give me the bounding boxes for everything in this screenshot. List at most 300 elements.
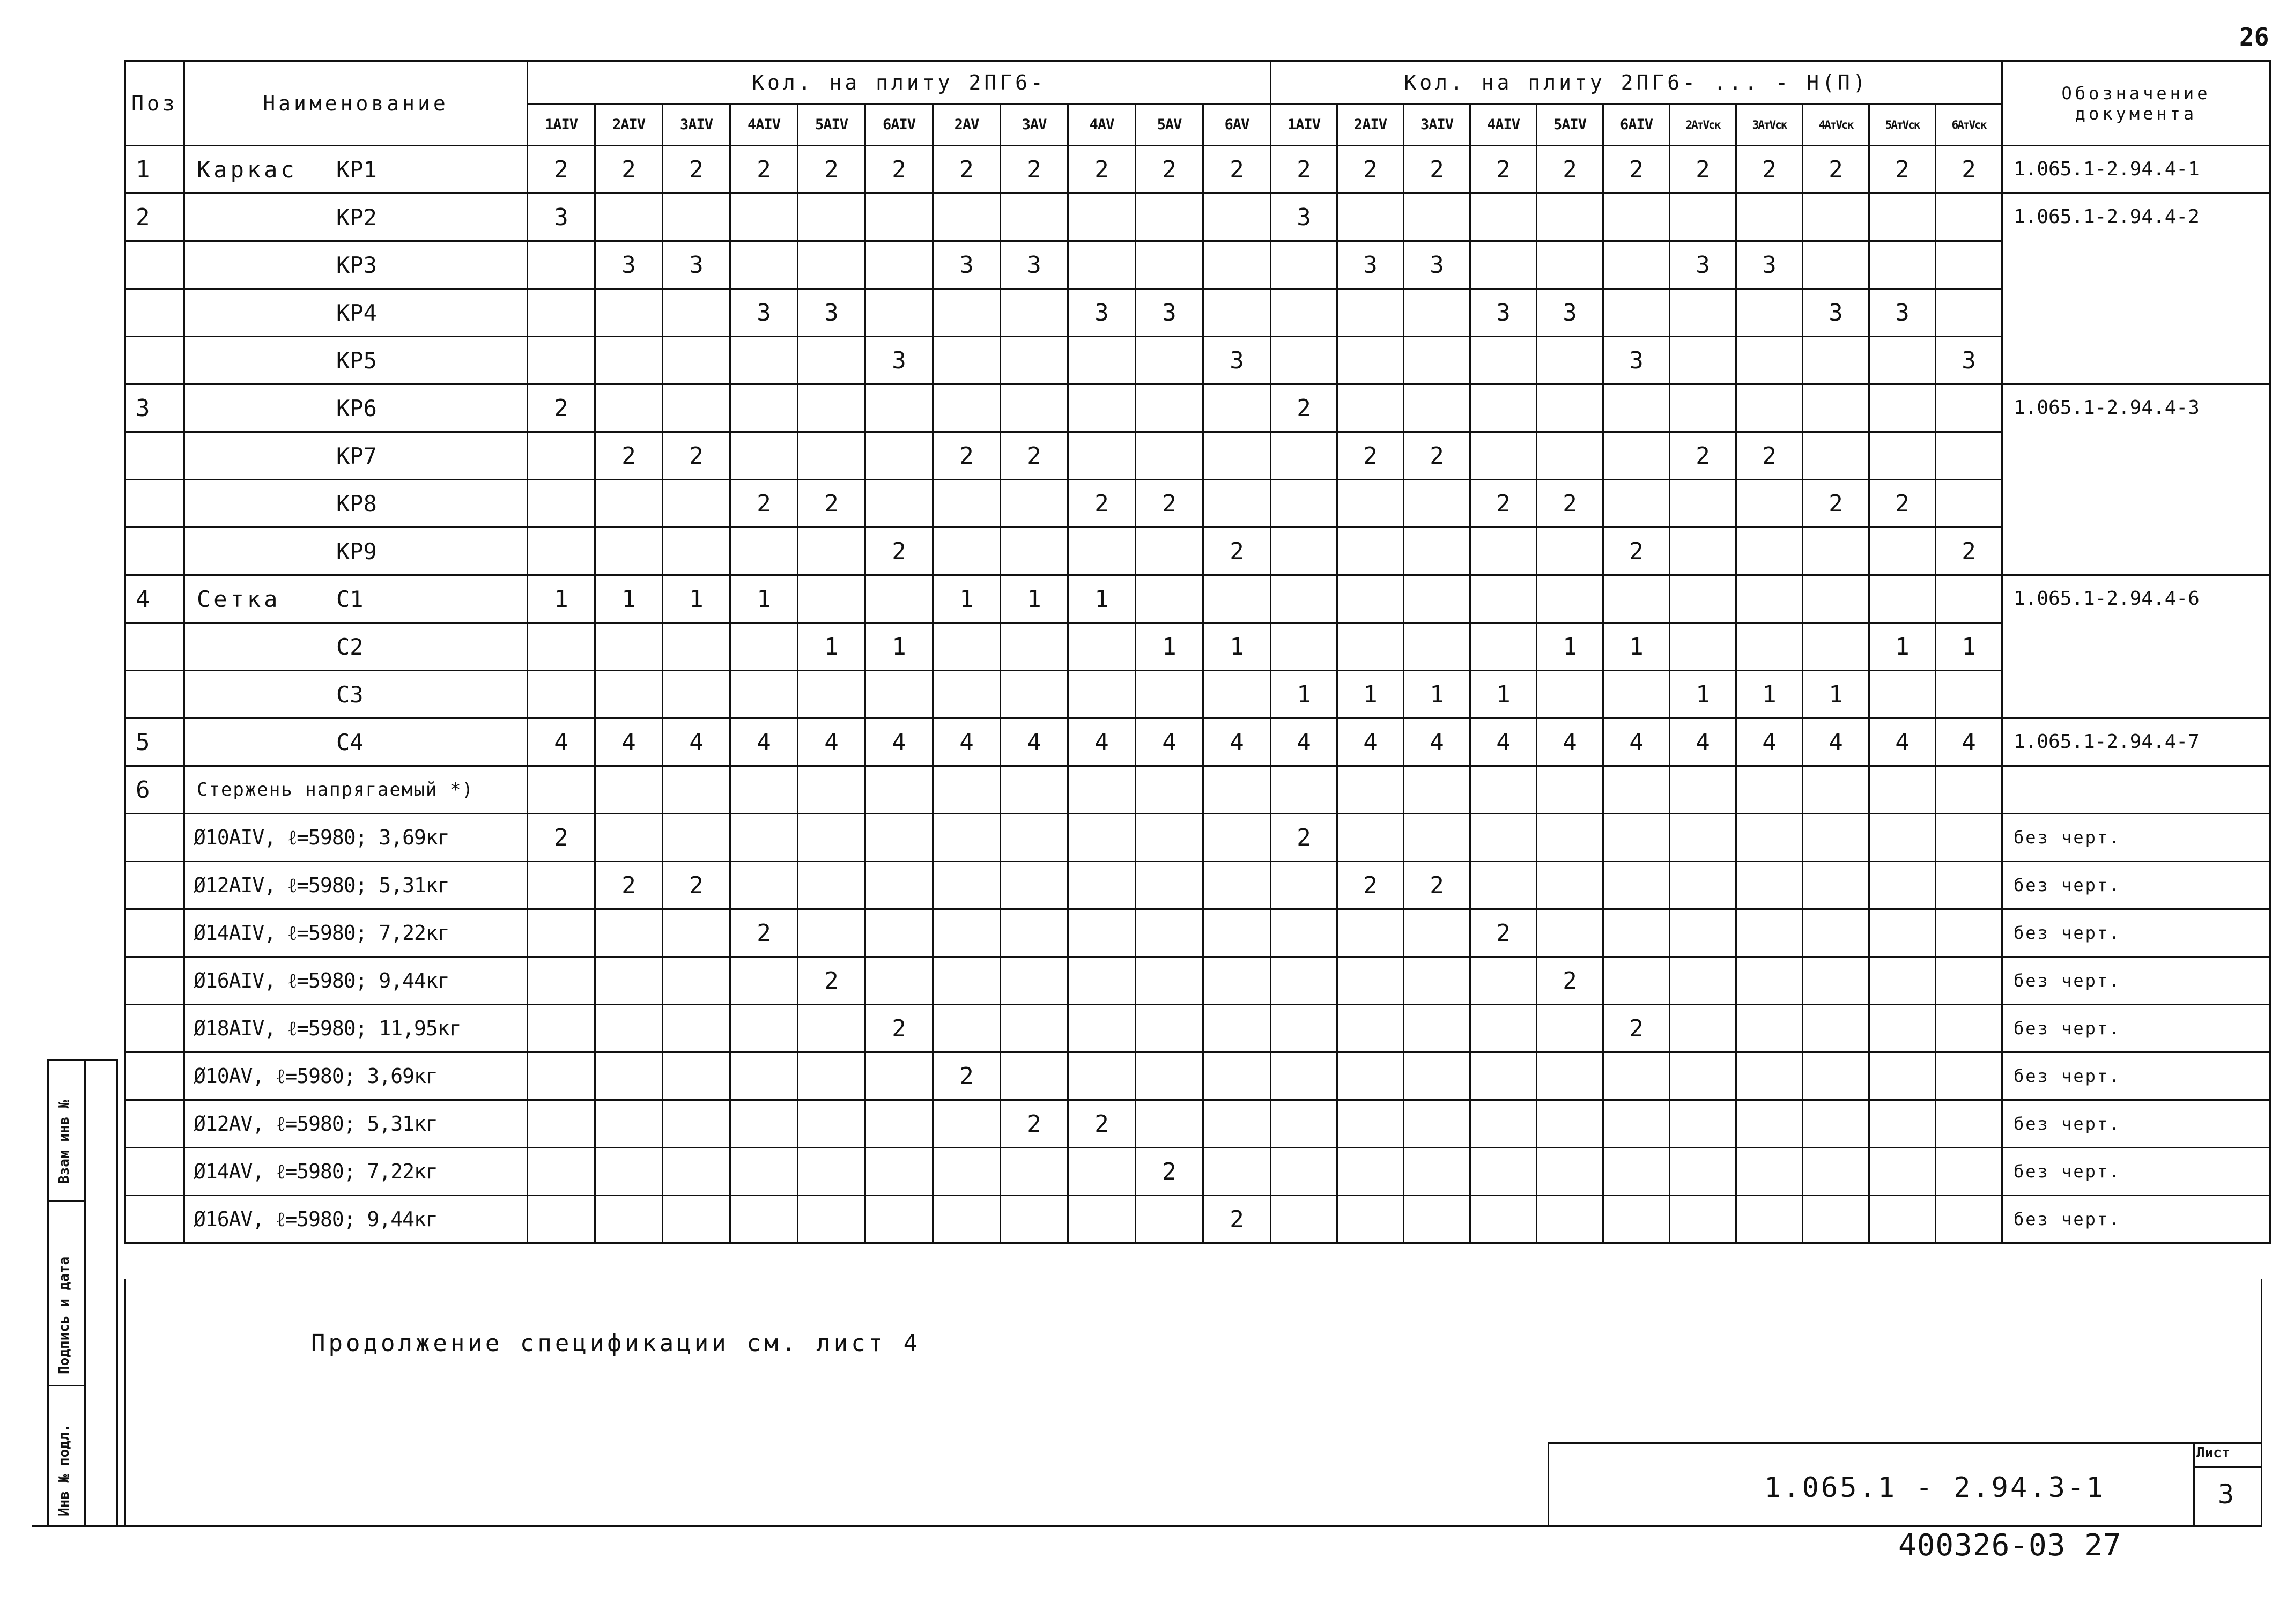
row-name-mark: КР8 (336, 490, 377, 517)
qty-cell (1670, 289, 1736, 337)
qty-cell (730, 623, 798, 671)
qty-cell (1670, 623, 1736, 671)
qty-cell (1068, 1052, 1136, 1100)
row-name-mark: КР7 (336, 442, 377, 469)
qty-cell (1537, 575, 1603, 623)
qty-cell (865, 432, 933, 480)
qty-cell: 3 (730, 289, 798, 337)
qty-cell (1803, 432, 1869, 480)
continuation-note: Продолжение спецификации см. лист 4 (311, 1330, 921, 1357)
table-row (125, 671, 2270, 718)
row-name: Ø16AIV, ℓ=5980; 9,44кг (184, 957, 528, 1005)
qty-cell: 3 (1670, 241, 1736, 289)
qty-cell (798, 575, 865, 623)
qty-cell (1068, 1148, 1136, 1196)
table-row (125, 623, 2270, 671)
sheet-number: 3 (2218, 1479, 2234, 1510)
qty-cell (1470, 575, 1537, 623)
qty-cell (1803, 1052, 1869, 1100)
qty-cell (528, 957, 595, 1005)
qty-cell (1271, 241, 1337, 289)
qty-cell (1337, 337, 1404, 384)
qty-cell (798, 241, 865, 289)
table-row (125, 718, 2270, 766)
qty-cell (1603, 241, 1670, 289)
qty-cell: 2 (1803, 480, 1869, 528)
qty-cell (1736, 384, 1803, 432)
qty-cell (1603, 909, 1670, 957)
qty-cell (933, 1100, 1001, 1148)
qty-cell (1736, 337, 1803, 384)
row-doc: без черт. (2002, 909, 2270, 957)
qty-cell (663, 1196, 730, 1243)
qty-cell (1537, 862, 1603, 909)
qty-cell: 2 (1936, 528, 2002, 575)
qty-cell (865, 957, 933, 1005)
row-doc: без черт. (2002, 1196, 2270, 1243)
qty-cell (1337, 194, 1404, 241)
row-name-mark: КР3 (336, 251, 377, 278)
table-row (125, 1196, 2270, 1243)
qty-cell (528, 1052, 595, 1100)
qty-cell (798, 194, 865, 241)
qty-cell: 2 (1404, 432, 1470, 480)
qty-cell: 4 (1068, 718, 1136, 766)
row-name: Ø12AV, ℓ=5980; 5,31кг (184, 1100, 528, 1148)
row-pos (125, 1005, 184, 1052)
qty-cell: 1 (933, 575, 1001, 623)
qty-cell: 2 (1271, 146, 1337, 194)
qty-cell (1271, 862, 1337, 909)
qty-cell (1869, 384, 1936, 432)
qty-cell: 4 (1803, 718, 1869, 766)
qty-cell (1537, 909, 1603, 957)
qty-cell (1670, 384, 1736, 432)
subheader-g1-col: 5AIV (798, 104, 865, 146)
qty-cell (1869, 528, 1936, 575)
qty-cell (1936, 909, 2002, 957)
qty-cell (1068, 384, 1136, 432)
qty-cell: 2 (798, 480, 865, 528)
qty-cell: 1 (1803, 671, 1869, 718)
qty-cell (1736, 766, 1803, 814)
qty-cell (1936, 766, 2002, 814)
qty-cell (1404, 814, 1470, 862)
row-pos (125, 671, 184, 718)
qty-cell (1803, 1100, 1869, 1148)
qty-cell: 2 (1404, 146, 1470, 194)
qty-cell (1670, 1100, 1736, 1148)
qty-cell: 3 (865, 337, 933, 384)
qty-cell (1603, 671, 1670, 718)
qty-cell (1203, 289, 1271, 337)
qty-cell: 2 (1203, 528, 1271, 575)
qty-cell (1001, 194, 1068, 241)
qty-cell (798, 814, 865, 862)
qty-cell (1271, 337, 1337, 384)
row-name-mark: КР2 (336, 204, 377, 231)
qty-cell (933, 194, 1001, 241)
qty-cell (1803, 194, 1869, 241)
qty-cell (1869, 814, 1936, 862)
row-doc: без черт. (2002, 862, 2270, 909)
qty-cell (933, 671, 1001, 718)
qty-cell (933, 862, 1001, 909)
qty-cell (1337, 528, 1404, 575)
qty-cell (1001, 480, 1068, 528)
row-doc (2002, 766, 2270, 814)
qty-cell (1537, 1052, 1603, 1100)
qty-cell (933, 1005, 1001, 1052)
qty-cell (730, 1052, 798, 1100)
qty-cell (730, 814, 798, 862)
qty-cell: 3 (1404, 241, 1470, 289)
qty-cell (865, 480, 933, 528)
table-row (125, 384, 2270, 432)
row-doc: 1.065.1-2.94.4-6 (2002, 575, 2270, 718)
qty-cell (1001, 1052, 1068, 1100)
subheader-g2-col: 6AтVск (1936, 104, 2002, 146)
qty-cell (933, 766, 1001, 814)
qty-cell (865, 1052, 933, 1100)
qty-cell: 1 (663, 575, 730, 623)
qty-cell (1136, 1100, 1203, 1148)
qty-cell (1603, 766, 1670, 814)
page-number: 26 (2239, 23, 2269, 51)
qty-cell (528, 909, 595, 957)
qty-cell (933, 1148, 1001, 1196)
qty-cell (1337, 814, 1404, 862)
row-name-mark: КР4 (336, 299, 377, 326)
qty-cell (865, 1196, 933, 1243)
row-name-mark: КР9 (336, 538, 377, 565)
qty-cell (1803, 814, 1869, 862)
qty-cell (1001, 384, 1068, 432)
qty-cell (1068, 241, 1136, 289)
qty-cell (1936, 1052, 2002, 1100)
subheader-g1-col: 5AV (1136, 104, 1203, 146)
row-name (184, 718, 528, 766)
qty-cell: 4 (798, 718, 865, 766)
qty-cell (1470, 241, 1537, 289)
qty-cell (595, 623, 663, 671)
subheader-g2-col: 2AтVск (1670, 104, 1736, 146)
qty-cell (1203, 194, 1271, 241)
qty-cell (730, 194, 798, 241)
qty-cell (663, 1052, 730, 1100)
qty-cell: 4 (1337, 718, 1404, 766)
qty-cell: 2 (1203, 146, 1271, 194)
qty-cell: 3 (1068, 289, 1136, 337)
qty-cell: 3 (1603, 337, 1670, 384)
qty-cell (1869, 432, 1936, 480)
qty-cell (1670, 909, 1736, 957)
qty-cell (1337, 575, 1404, 623)
table-row (125, 146, 2270, 194)
row-pos: 3 (125, 384, 184, 432)
qty-cell (1203, 909, 1271, 957)
qty-cell: 2 (1068, 1100, 1136, 1148)
table-row (125, 575, 2270, 623)
qty-cell: 4 (1203, 718, 1271, 766)
qty-cell (1670, 957, 1736, 1005)
row-doc: без черт. (2002, 1148, 2270, 1196)
qty-cell (1736, 528, 1803, 575)
qty-cell (1670, 528, 1736, 575)
row-name (184, 337, 528, 384)
qty-cell (1136, 909, 1203, 957)
row-name-mark: С4 (336, 729, 364, 755)
qty-cell (1404, 1005, 1470, 1052)
qty-cell: 2 (595, 146, 663, 194)
row-pos (125, 957, 184, 1005)
qty-cell (933, 337, 1001, 384)
qty-cell: 2 (1203, 1196, 1271, 1243)
qty-cell (730, 337, 798, 384)
qty-cell: 1 (528, 575, 595, 623)
qty-cell (1936, 957, 2002, 1005)
row-name (184, 432, 528, 480)
qty-cell (1537, 241, 1603, 289)
qty-cell (663, 289, 730, 337)
qty-cell: 2 (1404, 862, 1470, 909)
qty-cell: 4 (933, 718, 1001, 766)
qty-cell (1271, 1005, 1337, 1052)
row-pos (125, 528, 184, 575)
qty-cell (1271, 957, 1337, 1005)
subheader-g2-col: 4AIV (1470, 104, 1537, 146)
qty-cell (1736, 480, 1803, 528)
row-name (184, 480, 528, 528)
qty-cell (663, 1148, 730, 1196)
qty-cell (1404, 1148, 1470, 1196)
qty-cell (1470, 1052, 1537, 1100)
qty-cell (1670, 575, 1736, 623)
qty-cell (1936, 575, 2002, 623)
qty-cell (1136, 384, 1203, 432)
qty-cell (1603, 1148, 1670, 1196)
qty-cell (663, 384, 730, 432)
qty-cell (798, 671, 865, 718)
qty-cell (1404, 575, 1470, 623)
qty-cell (1271, 623, 1337, 671)
qty-cell (1936, 671, 2002, 718)
qty-cell: 1 (1001, 575, 1068, 623)
qty-cell (1001, 1005, 1068, 1052)
qty-cell (1203, 480, 1271, 528)
qty-cell (1869, 1052, 1936, 1100)
qty-cell (1203, 671, 1271, 718)
row-pos (125, 862, 184, 909)
qty-cell (1404, 480, 1470, 528)
subheader-g2-col: 1AIV (1271, 104, 1337, 146)
qty-cell (1271, 909, 1337, 957)
row-pos (125, 432, 184, 480)
subheader-g2-col: 4AтVск (1803, 104, 1869, 146)
qty-cell (1603, 384, 1670, 432)
qty-cell: 4 (1603, 718, 1670, 766)
qty-cell (1670, 480, 1736, 528)
qty-cell: 1 (1869, 623, 1936, 671)
qty-cell (1001, 623, 1068, 671)
qty-cell: 2 (933, 146, 1001, 194)
qty-cell (1736, 1148, 1803, 1196)
qty-cell: 4 (1869, 718, 1936, 766)
qty-cell (730, 766, 798, 814)
row-doc: без черт. (2002, 814, 2270, 862)
qty-cell (1869, 909, 1936, 957)
qty-cell: 2 (1001, 432, 1068, 480)
row-pos (125, 623, 184, 671)
qty-cell (1068, 1196, 1136, 1243)
header-group1: Кол. на плиту 2ПГ6- (528, 61, 1271, 104)
qty-cell (1271, 432, 1337, 480)
qty-cell: 4 (865, 718, 933, 766)
table-row (125, 1052, 2270, 1100)
qty-cell (865, 241, 933, 289)
qty-cell (1136, 766, 1203, 814)
qty-cell (865, 1100, 933, 1148)
qty-cell (1670, 814, 1736, 862)
row-pos (125, 909, 184, 957)
qty-cell (1736, 1100, 1803, 1148)
qty-cell (730, 671, 798, 718)
qty-cell (1470, 957, 1537, 1005)
qty-cell (663, 528, 730, 575)
qty-cell: 2 (595, 862, 663, 909)
qty-cell: 3 (1869, 289, 1936, 337)
table-row (125, 766, 2270, 814)
qty-cell (1203, 575, 1271, 623)
qty-cell (595, 1196, 663, 1243)
qty-cell (1136, 575, 1203, 623)
qty-cell (1936, 814, 2002, 862)
qty-cell (595, 1148, 663, 1196)
row-name-mark: КР5 (336, 347, 377, 374)
qty-cell (730, 384, 798, 432)
qty-cell: 2 (1670, 432, 1736, 480)
qty-cell: 3 (595, 241, 663, 289)
qty-cell (1936, 384, 2002, 432)
side-stamp (47, 1059, 118, 1527)
qty-cell (1670, 337, 1736, 384)
qty-cell: 2 (663, 862, 730, 909)
qty-cell (865, 194, 933, 241)
qty-cell: 3 (1001, 241, 1068, 289)
qty-cell (1001, 862, 1068, 909)
qty-cell: 2 (865, 1005, 933, 1052)
qty-cell (1203, 1100, 1271, 1148)
qty-cell (1537, 432, 1603, 480)
qty-cell (528, 241, 595, 289)
row-name-group: Сетка (197, 585, 281, 612)
subheader-g2-col: 6AIV (1603, 104, 1670, 146)
qty-cell (730, 1148, 798, 1196)
qty-cell (1136, 337, 1203, 384)
row-pos: 4 (125, 575, 184, 623)
qty-cell (1603, 1196, 1670, 1243)
qty-cell (1736, 623, 1803, 671)
table-row (125, 480, 2270, 528)
qty-cell (1271, 766, 1337, 814)
qty-cell (933, 480, 1001, 528)
qty-cell (865, 289, 933, 337)
qty-cell (1736, 1052, 1803, 1100)
qty-cell (865, 766, 933, 814)
qty-cell (528, 1100, 595, 1148)
row-name-mark: С3 (336, 681, 364, 708)
table-row (125, 241, 2270, 289)
row-name (184, 194, 528, 241)
qty-cell (1869, 671, 1936, 718)
qty-cell (933, 528, 1001, 575)
qty-cell (595, 1052, 663, 1100)
qty-cell (1271, 1052, 1337, 1100)
qty-cell: 4 (1001, 718, 1068, 766)
qty-cell: 2 (1068, 480, 1136, 528)
qty-cell (1068, 194, 1136, 241)
qty-cell (1803, 384, 1869, 432)
qty-cell (1001, 1196, 1068, 1243)
row-doc: без черт. (2002, 1052, 2270, 1100)
table-row (125, 432, 2270, 480)
qty-cell (1936, 480, 2002, 528)
qty-cell: 2 (1001, 1100, 1068, 1148)
row-name: Ø16AV, ℓ=5980; 9,44кг (184, 1196, 528, 1243)
qty-cell (933, 814, 1001, 862)
qty-cell (528, 480, 595, 528)
qty-cell: 4 (1470, 718, 1537, 766)
qty-cell: 2 (1670, 146, 1736, 194)
table-row (125, 1148, 2270, 1196)
qty-cell (595, 480, 663, 528)
qty-cell: 2 (1470, 146, 1537, 194)
qty-cell: 2 (528, 384, 595, 432)
header-pos: Поз (125, 61, 184, 146)
qty-cell (1869, 957, 1936, 1005)
sheet-label: Лист (2196, 1445, 2230, 1461)
qty-cell (528, 528, 595, 575)
qty-cell (798, 909, 865, 957)
qty-cell (1271, 1148, 1337, 1196)
qty-cell (1537, 1196, 1603, 1243)
qty-cell (1271, 480, 1337, 528)
qty-cell (1337, 766, 1404, 814)
qty-cell: 4 (1936, 718, 2002, 766)
qty-cell (1470, 1100, 1537, 1148)
qty-cell (1001, 337, 1068, 384)
row-name-mark: КР1 (336, 156, 377, 183)
qty-cell (528, 432, 595, 480)
qty-cell: 3 (1537, 289, 1603, 337)
qty-cell (1537, 528, 1603, 575)
qty-cell (1068, 528, 1136, 575)
qty-cell: 2 (1337, 432, 1404, 480)
qty-cell: 3 (933, 241, 1001, 289)
header-doc: Обозначение документа (2002, 61, 2270, 146)
qty-cell (1803, 575, 1869, 623)
qty-cell (528, 766, 595, 814)
qty-cell (1203, 1148, 1271, 1196)
qty-cell (1068, 862, 1136, 909)
qty-cell (1203, 432, 1271, 480)
qty-cell (730, 432, 798, 480)
qty-cell (798, 1196, 865, 1243)
qty-cell (1001, 671, 1068, 718)
qty-cell: 3 (1470, 289, 1537, 337)
qty-cell (528, 1196, 595, 1243)
qty-cell: 1 (1537, 623, 1603, 671)
